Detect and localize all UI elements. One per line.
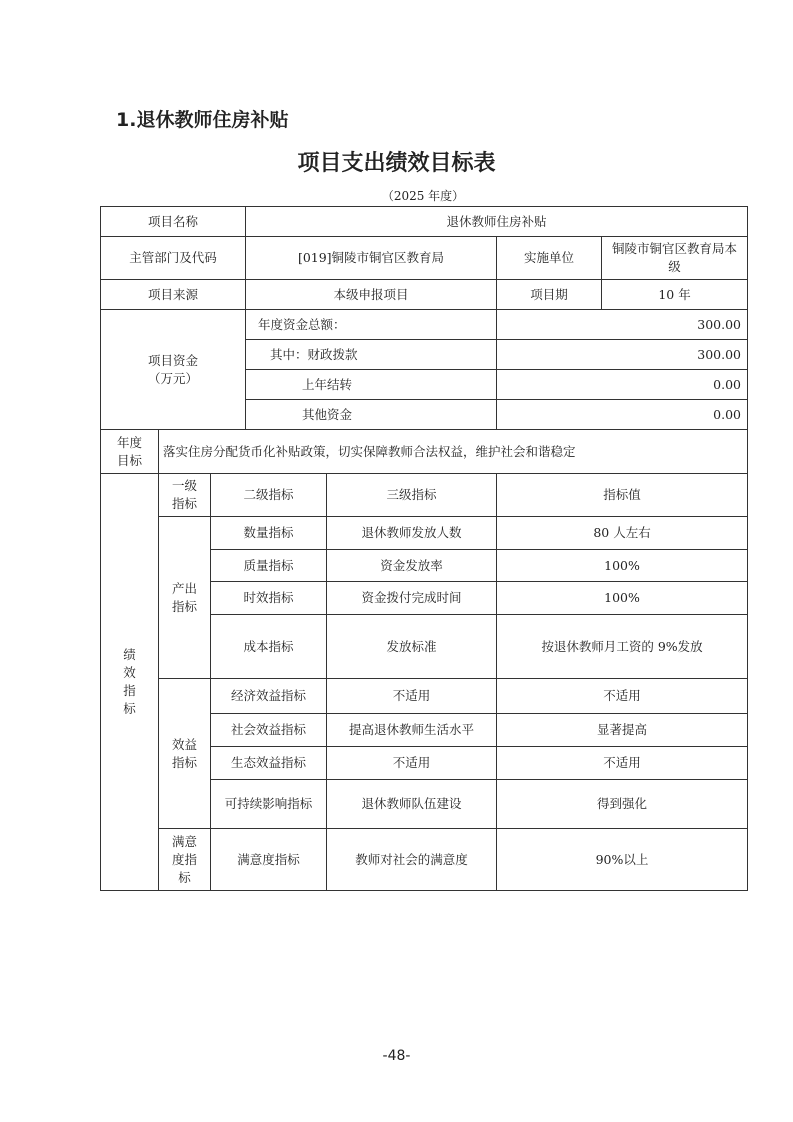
year-label: （2025 年度） — [381, 189, 465, 203]
page-number: -48- — [382, 1048, 411, 1064]
level2-cell: 质量指标 — [211, 550, 327, 582]
level3-cell: 教师对社会的满意度 — [327, 829, 497, 891]
value-cell: 80 人左右 — [497, 517, 748, 550]
level2-cell: 社会效益指标 — [211, 714, 327, 747]
funds-unit: （万元） — [147, 370, 198, 386]
level2-cell: 经济效益指标 — [211, 679, 327, 714]
dept-label: 主管部门及代码 — [101, 237, 246, 280]
table-title: 项目支出绩效目标表 — [297, 151, 496, 176]
benefit-label: 效益指标 — [159, 679, 211, 829]
impl-value: 铜陵市铜官区教育局本级 — [602, 237, 748, 280]
source-value: 本级申报项目 — [246, 280, 497, 310]
level3-cell: 提高退休教师生活水平 — [327, 714, 497, 747]
funds-row-label: 其中：财政拨款 — [246, 340, 497, 370]
level2-cell: 成本指标 — [211, 615, 327, 679]
value-cell: 显著提高 — [497, 714, 748, 747]
level2-cell: 数量指标 — [211, 517, 327, 550]
impl-label: 实施单位 — [497, 237, 602, 280]
source-label: 项目来源 — [101, 280, 246, 310]
funds-row-label: 年度资金总额： — [246, 310, 497, 340]
value-cell: 不适用 — [497, 679, 748, 714]
level3-cell: 退休教师队伍建设 — [327, 780, 497, 829]
value-cell: 100% — [497, 550, 748, 582]
level3-cell: 发放标准 — [327, 615, 497, 679]
funds-row-value: 300.00 — [497, 340, 748, 370]
satisfaction-label: 满意度指标 — [159, 829, 211, 891]
name-value: 退休教师住房补贴 — [246, 207, 748, 237]
section-heading: 1.退休教师住房补贴 — [116, 109, 289, 131]
level2-cell: 可持续影响指标 — [211, 780, 327, 829]
header-value: 指标值 — [497, 474, 748, 517]
name-label: 项目名称 — [101, 207, 246, 237]
funds-row-label: 上年结转 — [246, 370, 497, 400]
funds-row-value: 0.00 — [497, 370, 748, 400]
header-level3: 三级指标 — [327, 474, 497, 517]
value-cell: 不适用 — [497, 747, 748, 780]
level3-cell: 资金发放率 — [327, 550, 497, 582]
output-label: 产出指标 — [159, 517, 211, 679]
level2-cell: 生态效益指标 — [211, 747, 327, 780]
header-level1: 一级指标 — [159, 474, 211, 517]
goal-label: 年度目标 — [101, 430, 159, 474]
goal-text: 落实住房分配货币化补贴政策，切实保障教师合法权益，维护社会和谐稳定 — [159, 430, 748, 474]
funds-row-value: 0.00 — [497, 400, 748, 430]
value-cell: 按退休教师月工资的 9%发放 — [497, 615, 748, 679]
level3-cell: 不适用 — [327, 679, 497, 714]
level3-cell: 退休教师发放人数 — [327, 517, 497, 550]
funds-label: 项目资金 — [147, 352, 198, 368]
value-cell: 得到强化 — [497, 780, 748, 829]
funds-row-value: 300.00 — [497, 310, 748, 340]
period-label: 项目期 — [497, 280, 602, 310]
header-level2: 二级指标 — [211, 474, 327, 517]
perf-label: 绩效指标 — [101, 474, 159, 891]
dept-value: [019]铜陵市铜官区教育局 — [246, 237, 497, 280]
level2-cell: 时效指标 — [211, 582, 327, 615]
funds-row-label: 其他资金 — [246, 400, 497, 430]
performance-target-table — [100, 206, 748, 891]
level3-cell: 不适用 — [327, 747, 497, 780]
value-cell: 90%以上 — [497, 829, 748, 891]
level3-cell: 资金拨付完成时间 — [327, 582, 497, 615]
period-value: 10 年 — [602, 280, 748, 310]
value-cell: 100% — [497, 582, 748, 615]
funds-label-cell — [101, 310, 246, 430]
level2-cell: 满意度指标 — [211, 829, 327, 891]
